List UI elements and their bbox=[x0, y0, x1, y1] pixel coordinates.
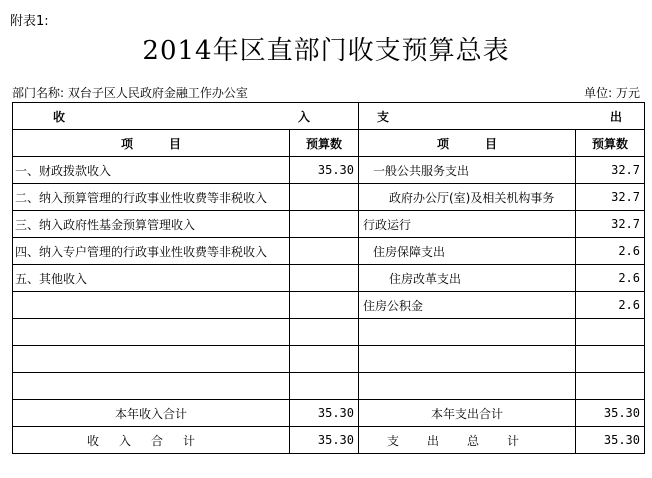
expense-value: 32.7 bbox=[576, 184, 645, 211]
income-item bbox=[13, 346, 290, 373]
income-item: 三、纳入政府性基金预算管理收入 bbox=[13, 211, 290, 238]
column-header-row bbox=[13, 130, 645, 157]
budget-table bbox=[12, 102, 645, 454]
income-value: 35.30 bbox=[290, 157, 359, 184]
income-item: 二、纳入预算管理的行政事业性收费等非税收入 bbox=[13, 184, 290, 211]
table-row bbox=[13, 211, 645, 238]
unit-label: 单位: 万元 bbox=[584, 86, 640, 100]
income-grand-total-label: 收入合计 bbox=[13, 427, 290, 454]
table-row bbox=[13, 373, 645, 400]
expense-value bbox=[576, 319, 645, 346]
expense-item: 行政运行 bbox=[359, 211, 576, 238]
income-value bbox=[290, 292, 359, 319]
expense-value: 2.6 bbox=[576, 238, 645, 265]
year-expense-total-label: 本年支出合计 bbox=[359, 400, 576, 427]
expense-item: 一般公共服务支出 bbox=[359, 157, 576, 184]
income-section-left: 收 bbox=[53, 109, 66, 124]
income-value bbox=[290, 346, 359, 373]
expense-section-right: 出 bbox=[609, 109, 622, 124]
table-row bbox=[13, 292, 645, 319]
expense-item-header: 项 目 bbox=[359, 130, 576, 157]
table-row bbox=[13, 265, 645, 292]
expense-item: 政府办公厅(室)及相关机构事务 bbox=[359, 184, 576, 211]
expense-section-left: 支 bbox=[377, 109, 390, 124]
table-row bbox=[13, 319, 645, 346]
expense-value bbox=[576, 346, 645, 373]
expense-value: 32.7 bbox=[576, 157, 645, 184]
income-item bbox=[13, 292, 290, 319]
year-income-total-value: 35.30 bbox=[290, 400, 359, 427]
table-row bbox=[13, 346, 645, 373]
expense-item bbox=[359, 319, 576, 346]
table-row bbox=[13, 157, 645, 184]
income-item bbox=[13, 319, 290, 346]
page-title: 2014年区直部门收支预算总表 bbox=[142, 36, 510, 66]
expense-value: 2.6 bbox=[576, 265, 645, 292]
income-item bbox=[13, 373, 290, 400]
expense-value: 2.6 bbox=[576, 292, 645, 319]
expense-value bbox=[576, 373, 645, 400]
income-section-header bbox=[13, 103, 359, 130]
expense-item: 住房改革支出 bbox=[359, 265, 576, 292]
income-item: 五、其他收入 bbox=[13, 265, 290, 292]
income-grand-total-value: 35.30 bbox=[290, 427, 359, 454]
income-value bbox=[290, 265, 359, 292]
table-row bbox=[13, 184, 645, 211]
grand-total-row bbox=[13, 427, 645, 454]
expense-budget-header: 预算数 bbox=[576, 130, 645, 157]
income-item-header: 项 目 bbox=[13, 130, 290, 157]
income-value bbox=[290, 319, 359, 346]
expense-item: 住房公积金 bbox=[359, 292, 576, 319]
income-budget-header: 预算数 bbox=[290, 130, 359, 157]
expense-item: 住房保障支出 bbox=[359, 238, 576, 265]
expense-section-header bbox=[359, 103, 645, 130]
expense-item bbox=[359, 346, 576, 373]
income-item: 四、纳入专户管理的行政事业性收费等非税收入 bbox=[13, 238, 290, 265]
expense-grand-total-value: 35.30 bbox=[576, 427, 645, 454]
expense-grand-total-label: 支出总计 bbox=[359, 427, 576, 454]
section-header-row bbox=[13, 103, 645, 130]
table-row bbox=[13, 238, 645, 265]
attachment-label: 附表1: bbox=[10, 14, 49, 29]
year-expense-total-value: 35.30 bbox=[576, 400, 645, 427]
income-value bbox=[290, 211, 359, 238]
department-name: 部门名称: 双台子区人民政府金融工作办公室 bbox=[12, 86, 248, 100]
income-value bbox=[290, 184, 359, 211]
income-value bbox=[290, 373, 359, 400]
expense-item bbox=[359, 373, 576, 400]
expense-value: 32.7 bbox=[576, 211, 645, 238]
income-item: 一、财政拨款收入 bbox=[13, 157, 290, 184]
year-total-row bbox=[13, 400, 645, 427]
income-section-right: 入 bbox=[297, 109, 310, 124]
year-income-total-label: 本年收入合计 bbox=[13, 400, 290, 427]
income-value bbox=[290, 238, 359, 265]
